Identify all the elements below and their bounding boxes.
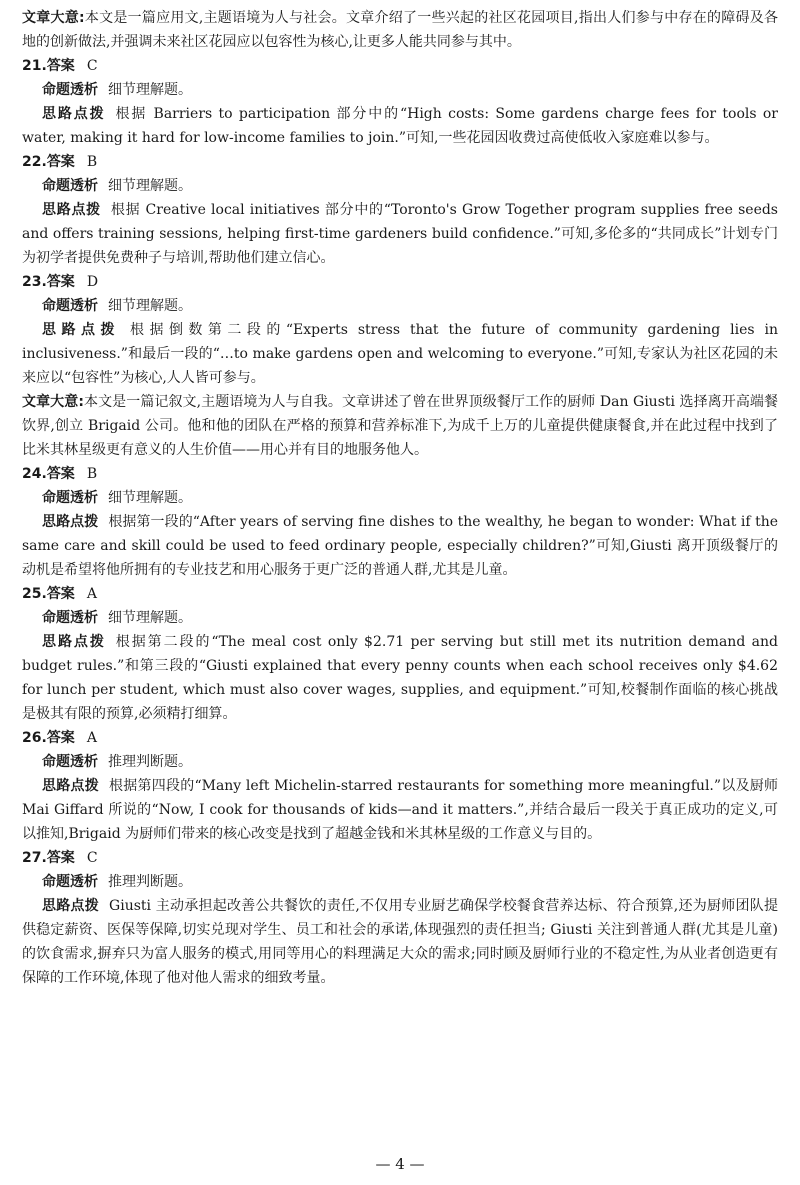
summary-label: 文章大意: (22, 10, 85, 26)
question-25 (22, 582, 778, 726)
summary-text: 本文是一篇记叙文,主题语境为人与自我。文章讲述了曾在世界顶级餐厅工作的厨师 Dan Giusti 选择离开高端餐饮界,创立 Brigaid 公司。他和他的团队在严格的预算和营养标准下,为成千上万的儿童提供健康餐食,并在此过程中找到了比米其林星级更有意义的人生价值——用心并有目的地服务他人。 (22, 394, 778, 458)
analysis-line (22, 294, 778, 318)
answer-letter: A (86, 586, 97, 602)
analysis-label: 命题透析 (42, 610, 98, 626)
summary-label: 文章大意: (22, 394, 84, 410)
question-23 (22, 270, 778, 390)
answer-label: 答案 (46, 850, 75, 866)
answer-line (22, 726, 778, 750)
question-number: 22. (22, 154, 47, 170)
analysis-text: 细节理解题。 (108, 178, 192, 194)
hint-text: 根据第四段的“Many left Michelin-starred restaurants for something more meaningful.”以及厨师 Mai Giffard 所说的“Now, I cook for thousands of kids—and it matters.”,并结合最后一段关于真正成功的定义,可以推知,Brigaid 为厨师们带来的核心改变是找到了超越金钱和米其林星级的工作意义与目的。 (22, 778, 779, 842)
analysis-text: 细节理解题。 (108, 490, 192, 506)
answer-label: 答案 (46, 466, 75, 482)
answer-line (22, 462, 778, 486)
analysis-label: 命题透析 (42, 82, 98, 98)
answer-letter: B (86, 466, 98, 482)
hint-label: 思路点拨 (42, 322, 120, 338)
analysis-label: 命题透析 (42, 178, 98, 194)
answer-letter: D (86, 274, 99, 290)
hint-paragraph (22, 894, 778, 990)
answer-line (22, 270, 778, 294)
summary-text: 本文是一篇应用文,主题语境为人与社会。文章介绍了一些兴起的社区花园项目,指出人们参与中存在的障碍及各地的创新做法,并强调未来社区花园应以包容性为核心,让更多人能共同参与其中。 (22, 10, 778, 50)
answer-letter: A (86, 730, 97, 746)
passage-summary-1 (22, 6, 778, 54)
analysis-text: 细节理解题。 (108, 610, 192, 626)
hint-paragraph (22, 630, 778, 726)
hint-paragraph (22, 318, 778, 390)
question-22 (22, 150, 778, 270)
hint-label: 思路点拨 (42, 202, 101, 218)
answer-line (22, 846, 778, 870)
question-27 (22, 846, 778, 990)
hint-paragraph (22, 198, 778, 270)
answer-label: 答案 (46, 154, 75, 170)
analysis-text: 细节理解题。 (108, 82, 192, 98)
question-26 (22, 726, 778, 846)
analysis-text: 细节理解题。 (108, 298, 192, 314)
passage-summary-2 (22, 390, 778, 462)
analysis-label: 命题透析 (42, 754, 98, 770)
answer-line (22, 54, 778, 78)
analysis-line (22, 486, 778, 510)
answer-label: 答案 (46, 586, 75, 602)
analysis-line (22, 606, 778, 630)
hint-label: 思路点拨 (42, 778, 99, 794)
answer-line (22, 150, 778, 174)
page-number: — 4 — (375, 1155, 425, 1173)
hint-text: 根据 Barriers to participation 部分中的“High costs: Some gardens charge fees for tools or water, making it hard for low-income families to join.”可知,一些花园因收费过高使低收入家庭难以参与。 (22, 106, 778, 146)
analysis-text: 推理判断题。 (108, 754, 192, 770)
question-number: 24. (22, 466, 47, 482)
analysis-line (22, 750, 778, 774)
answer-letter: B (86, 154, 98, 170)
hint-label: 思路点拨 (42, 634, 106, 650)
hint-label: 思路点拨 (42, 514, 99, 530)
analysis-label: 命题透析 (42, 490, 98, 506)
analysis-line (22, 870, 778, 894)
analysis-label: 命题透析 (42, 298, 98, 314)
answer-label: 答案 (46, 58, 75, 74)
question-number: 21. (22, 58, 47, 74)
question-number: 26. (22, 730, 47, 746)
answer-letter: C (86, 58, 98, 74)
analysis-text: 推理判断题。 (108, 874, 192, 890)
hint-label: 思路点拨 (42, 898, 100, 914)
hint-paragraph (22, 774, 778, 846)
answer-line (22, 582, 778, 606)
question-21 (22, 54, 778, 150)
question-number: 27. (22, 850, 47, 866)
answer-label: 答案 (46, 274, 75, 290)
question-number: 25. (22, 586, 47, 602)
hint-text: 根据第二段的“The meal cost only $2.71 per serving but still met its nutrition demand and budget rules.”和第三段的“Giusti explained that every penny counts when each school receives only $4.62 for lunch per student, which must also cover wages, supplies, and equipment.”可知,校餐制作面临的核心挑战是极其有限的预算,必须精打细算。 (22, 634, 778, 722)
hint-label: 思路点拨 (42, 106, 106, 122)
answer-label: 答案 (46, 730, 75, 746)
hint-text: 根据第一段的“After years of serving fine dishes to the wealthy, he began to wonder: What if the same care and skill could be used to feed ordinary people, especially children?”可知,Giusti 离开顶级餐厅的动机是希望将他所拥有的专业技艺和用心服务于更广泛的普通人群,尤其是儿童。 (22, 514, 779, 578)
hint-text: 根据 Creative local initiatives 部分中的“Toronto's Grow Together program supplies free seeds and offers training sessions, helping first-time gardeners build confidence.”可知,多伦多的“共同成长”计划专门为初学者提供免费种子与培训,帮助他们建立信心。 (22, 202, 778, 266)
hint-paragraph (22, 102, 778, 150)
question-24 (22, 462, 778, 582)
analysis-label: 命题透析 (42, 874, 98, 890)
analysis-line (22, 174, 778, 198)
hint-text: 根据倒数第二段的“Experts stress that the future of community gardening lies in inclusiveness.”和最后一段的“…to make gardens open and welcoming to everyone.”可知,专家认为社区花园的未来应以“包容性”为核心,人人皆可参与。 (22, 322, 779, 386)
answer-letter: C (86, 850, 98, 866)
hint-paragraph (22, 510, 778, 582)
question-number: 23. (22, 274, 47, 290)
analysis-line (22, 78, 778, 102)
hint-text: Giusti 主动承担起改善公共餐饮的责任,不仅用专业厨艺确保学校餐食营养达标、符合预算,还为厨师团队提供稳定薪资、医保等保障,切实兑现对学生、员工和社会的承诺,体现强烈的责任担当; Giusti 关注到普通人群(尤其是儿童)的饮食需求,摒弃只为富人服务的模式,用同等用心的料理满足大众的需求;同时顾及厨师行业的不稳定性,为从业者创造更有保障的工作环境,体现了他对他人需求的细致考量。 (22, 898, 778, 986)
